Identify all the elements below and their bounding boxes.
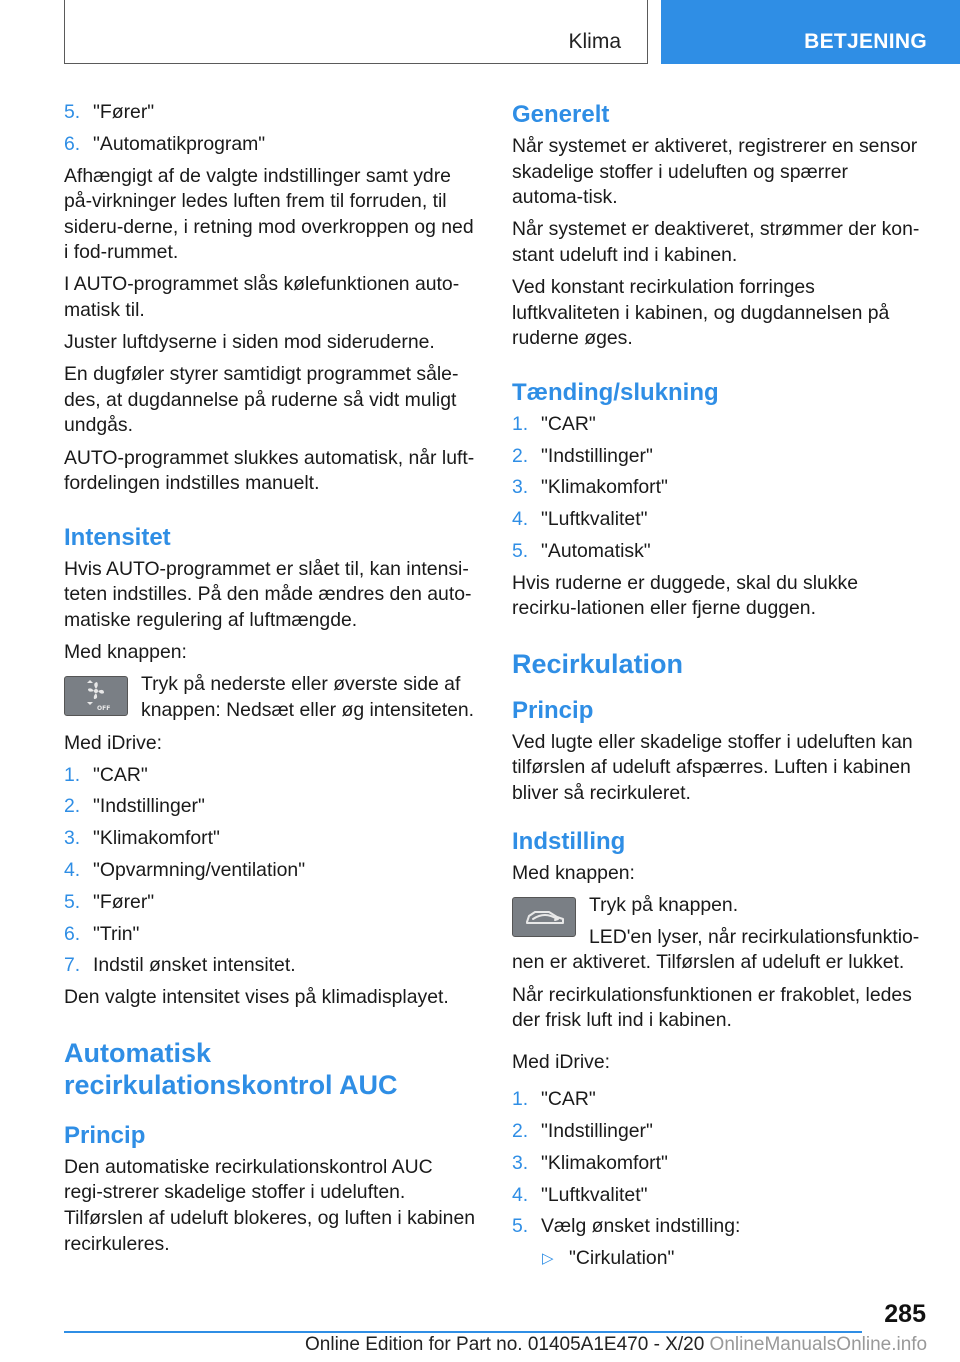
paragraph: En dugføler styrer samtidigt programmet såle-des, at dugdannelse på ruderne så vidt muligt undgås. <box>64 363 459 437</box>
list-item: 5. "Automatisk" <box>512 539 651 562</box>
paragraph: Juster luftdyserne i siden mod sideruderne. <box>64 331 435 354</box>
heading-princip: Princip <box>512 696 594 724</box>
paragraph: Med iDrive: <box>512 1050 611 1073</box>
paragraph: AUTO-programmet slukkes automatisk, når luft-fordelingen indstilles manuelt. <box>64 446 475 495</box>
header-chapter-tab <box>661 0 960 64</box>
paragraph: Når systemet er aktiveret, registrerer en sensor skadelige stoffer i udeluften og spærrer automa-tisk. <box>512 135 918 209</box>
list-item: 3. "Klimakomfort" <box>512 476 668 499</box>
list-item: 6. "Automatikprogram" <box>64 132 266 155</box>
heading-recirkulation: Recirkulation <box>512 648 684 679</box>
heading-generelt: Generelt <box>512 101 610 128</box>
paragraph: Afhængigt af de valgte indstillinger samt ydre på-virkninger ledes luften frem til forruden, til sideru-derne, i retning mod overkroppen og ned i fod-rummet. <box>64 164 474 264</box>
list-item: 1. "CAR" <box>64 763 148 786</box>
edition-text: Online Edition for Part no. 01405A1E470 - X/20 <box>305 1334 705 1355</box>
header-section-box <box>64 0 648 64</box>
list-item: 4. "Opvarmning/ventilation" <box>64 859 306 881</box>
recirculation-button-text-2: LED'en lyser, når recirkulationsfunktio-nen er aktiveret. Tilførslen af udeluft er lukket. <box>512 925 920 974</box>
recirculation-car-button-icon <box>512 897 576 937</box>
list-item: 1. "CAR" <box>512 1088 596 1111</box>
list-item: 2. "Indstillinger" <box>512 1120 653 1143</box>
sub-list-item: ▷ "Cirkulation" <box>512 1246 924 1272</box>
paragraph: Hvis ruderne er duggede, skal du slukke recirku-lationen eller fjerne duggen. <box>512 571 858 620</box>
header-section-title: Klima <box>568 30 621 53</box>
fan-button-text: Tryk på nederste eller øverste side af knappen: Nedsæt eller øg intensiteten. <box>141 673 475 721</box>
list-item: 1. "CAR" <box>512 412 596 435</box>
paragraph: Den automatiske recirkulationskontrol AUC regi-strerer skadelige stoffer i udeluften. Tilførslen af udeluft blokeres, og luften i kabinen recirkuleres. <box>64 1155 476 1255</box>
footer-divider <box>64 1331 862 1333</box>
page-number: 285 <box>884 1300 926 1328</box>
list-item: 4. "Luftkvalitet" <box>512 508 648 531</box>
paragraph: Den valgte intensitet vises på klimadisplayet. <box>64 986 449 1009</box>
paragraph: Med knappen: <box>512 861 635 884</box>
right-column <box>512 100 924 1278</box>
recirculation-button-text-1: Tryk på knappen. <box>589 893 739 916</box>
header-chapter-title: BETJENING <box>804 30 927 53</box>
list-item: 2. "Indstillinger" <box>512 444 653 467</box>
list-item: 4. "Luftkvalitet" <box>512 1183 648 1206</box>
paragraph: Når recirkulationsfunktionen er frakoblet, ledes der frisk luft ind i kabinen. <box>512 983 912 1032</box>
paragraph: Ved lugte eller skadelige stoffer i udeluften kan tilførslen af udeluft afspærres. Luften i kabinen bliver så recirkuleret. <box>512 730 913 805</box>
paragraph: Med iDrive: <box>64 731 163 754</box>
list-item: 7. Indstil ønsket intensitet. <box>64 954 296 977</box>
fan-button-instruction <box>64 672 476 724</box>
list-item: 6. "Trin" <box>64 922 140 945</box>
list-item: 2. "Indstillinger" <box>64 795 205 818</box>
paragraph: I AUTO-programmet slås kølefunktionen auto-matisk til. <box>64 273 460 322</box>
watermark-text: OnlineManualsOnline.info <box>709 1334 928 1355</box>
list-item: 5. "Fører" <box>64 890 155 913</box>
heading-princip: Princip <box>64 1121 146 1149</box>
footer-edition <box>305 1334 927 1356</box>
list-item: 5. "Fører" <box>64 101 155 123</box>
paragraph: Ved konstant recirkulation forringes luftkvaliteten i kabinen, og dugdannelsen på ruderne øges. <box>512 275 890 350</box>
triangle-bullet-icon: ▷ <box>542 1250 554 1268</box>
recirculation-button-instruction <box>512 893 924 976</box>
svg-text:OFF: OFF <box>97 705 111 713</box>
heading-auc: Automatisk recirkulationskontrol AUC <box>64 1037 398 1100</box>
heading-intensitet: Intensitet <box>64 523 171 551</box>
heading-indstilling: Indstilling <box>512 827 626 855</box>
paragraph: Når systemet er deaktiveret, strømmer der kon-stant udeluft ind i kabinen. <box>512 218 920 266</box>
heading-taending: Tænding/slukning <box>512 378 719 406</box>
list-item: 5. Vælg ønsket indstilling: <box>512 1215 741 1238</box>
paragraph: Med knappen: <box>64 640 187 663</box>
list-item: 3. "Klimakomfort" <box>64 827 220 850</box>
paragraph: Hvis AUTO-programmet er slået til, kan intensi-teten indstilles. På den måde ændres den auto-matiske regulering af luftmængde. <box>64 557 472 631</box>
list-item: 3. "Klimakomfort" <box>512 1151 668 1174</box>
left-column <box>64 100 476 1264</box>
fan-off-button-icon <box>64 676 128 716</box>
